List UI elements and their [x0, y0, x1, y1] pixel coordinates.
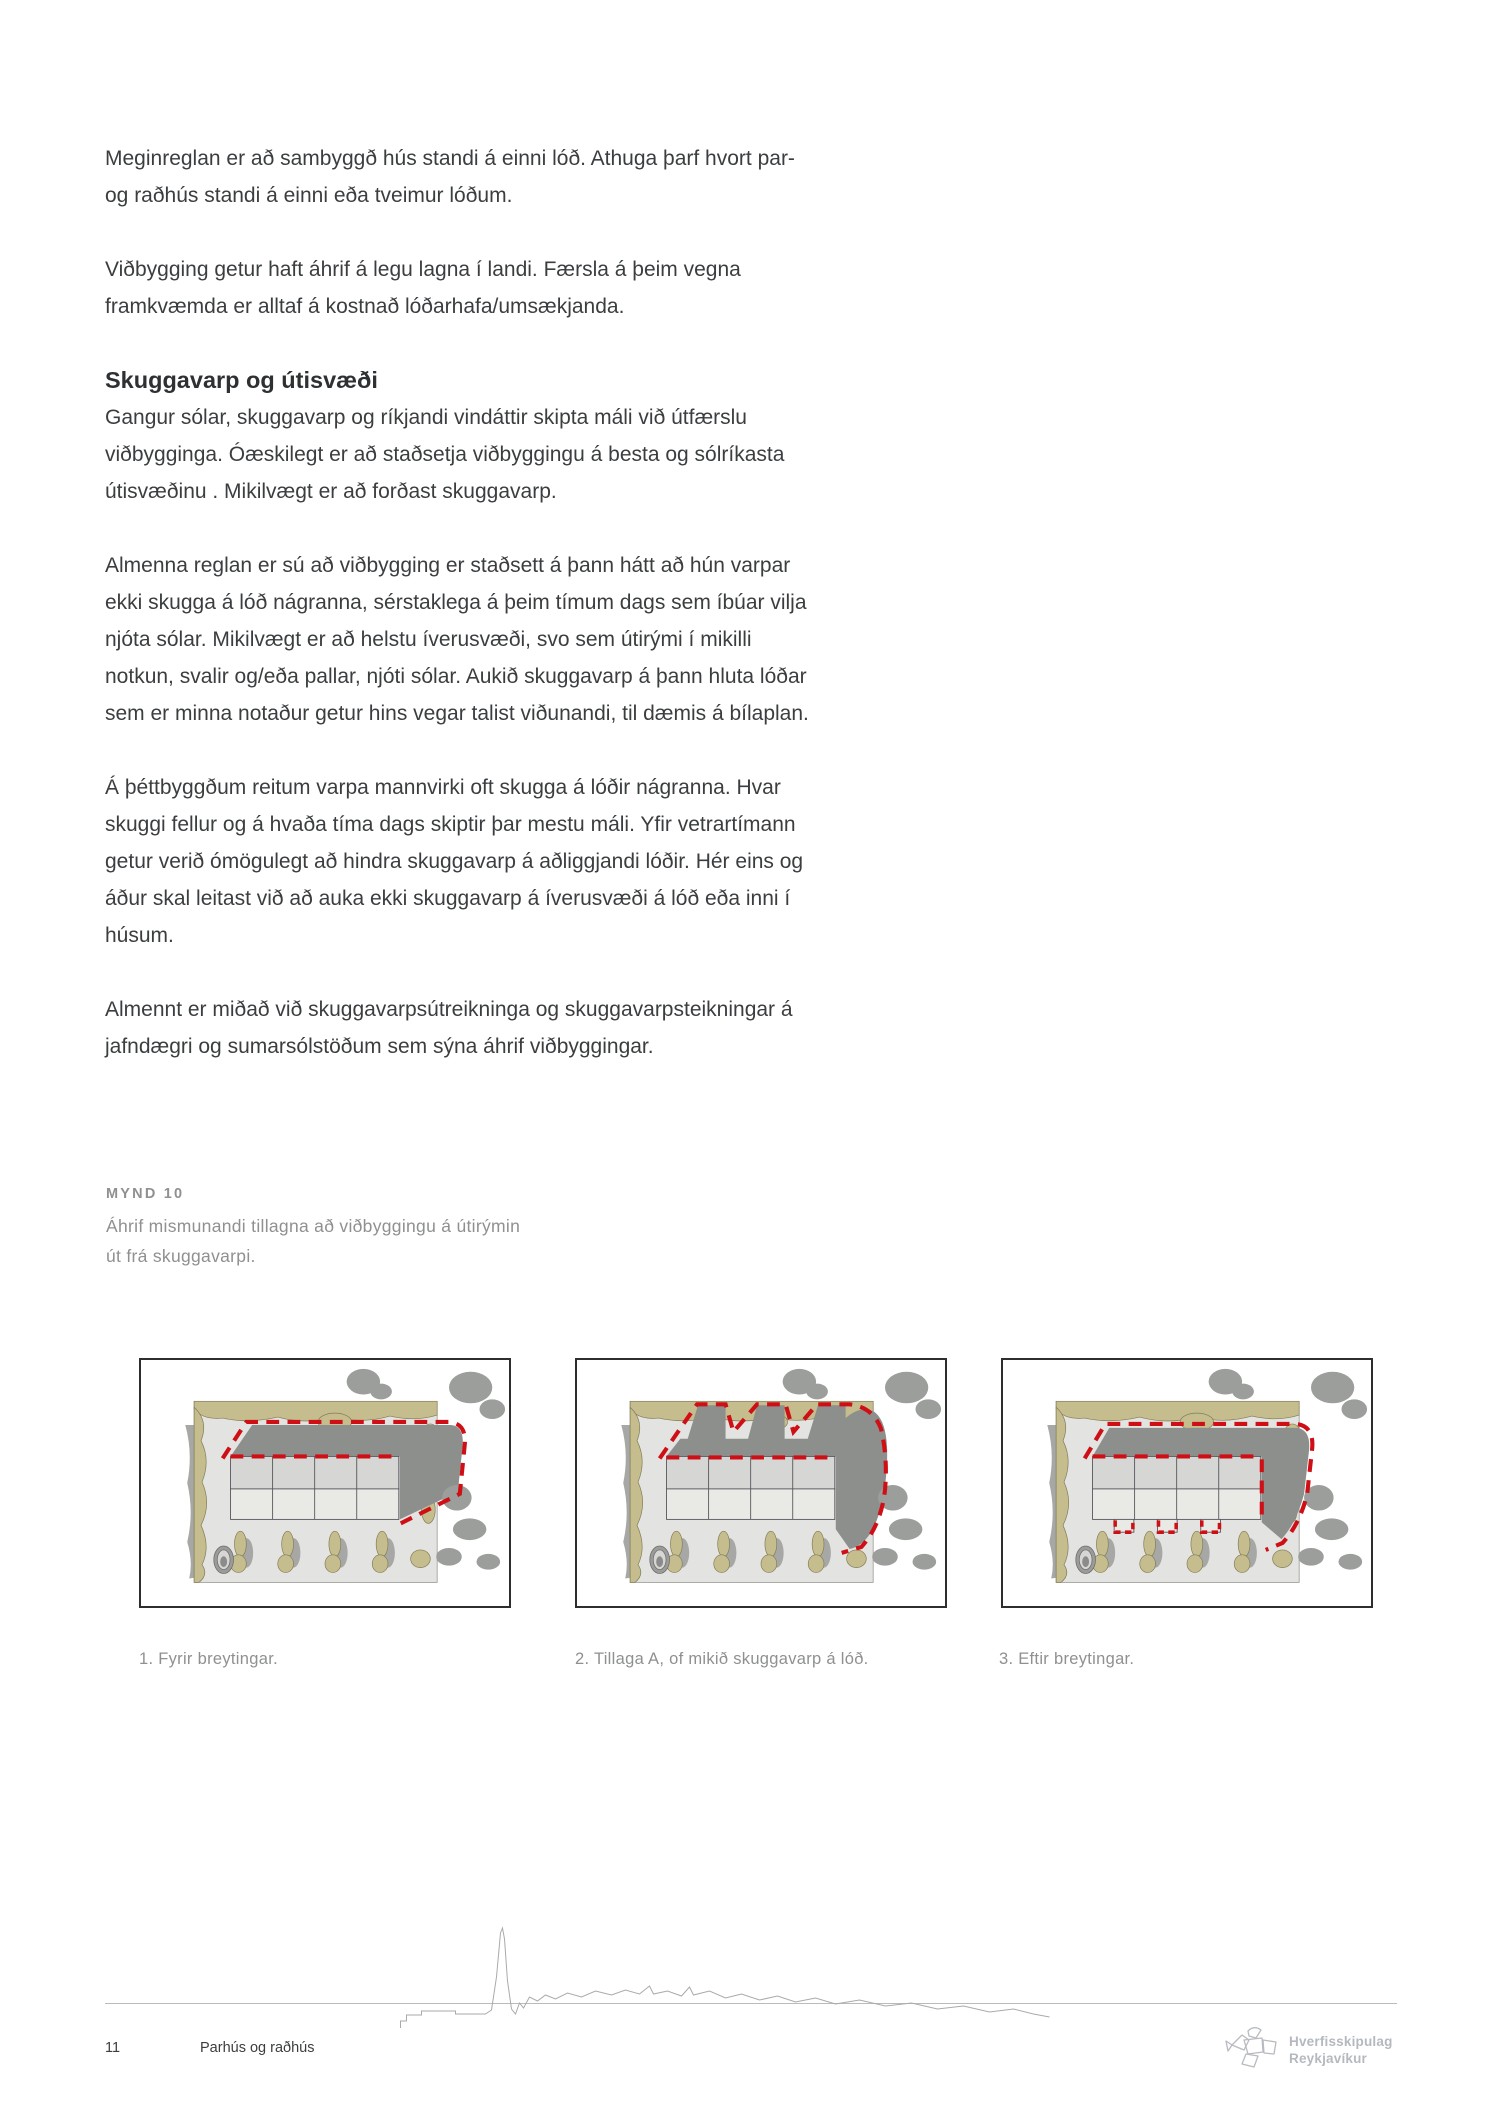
skyline-illustration	[395, 1925, 1060, 2040]
panel-caption-1: 1. Fyrir breytingar.	[139, 1650, 278, 1668]
panel-caption-2: 2. Tillaga A, of mikið skuggavarp á lóð.	[575, 1650, 869, 1668]
figure-meta	[106, 1186, 536, 1271]
site-plan-proposal-a-diagram	[577, 1360, 945, 1606]
hverfisskipulag-logo-icon	[1218, 2022, 1282, 2072]
site-plan-before-diagram	[141, 1360, 509, 1606]
body-text	[105, 140, 811, 1102]
logo-line-1: Hverfisskipulag	[1289, 2034, 1393, 2049]
section-heading: Skuggavarp og útisvæði	[105, 367, 378, 393]
logo-text	[1289, 2034, 1393, 2067]
footer-section-title: Parhús og raðhús	[200, 2040, 315, 2056]
paragraph-intro-2: Viðbygging getur haft áhrif á legu lagna í landi. Færsla á þeim vegna framkvæmda er alltaf á kostnað lóðarhafa/umsækjanda.	[105, 258, 741, 318]
panel-caption-3: 3. Eftir breytingar.	[999, 1650, 1135, 1668]
page-number: 11	[105, 2040, 121, 2056]
figure-label: MYND 10	[106, 1186, 185, 1202]
paragraph-intro-1: Meginreglan er að sambyggð hús standi á einni lóð. Athuga þarf hvort par- og raðhús standi á einni eða tveimur lóðum.	[105, 147, 795, 207]
figure-panel-1	[139, 1358, 511, 1608]
paragraph-section-1: Gangur sólar, skuggavarp og ríkjandi vindáttir skipta máli við útfærslu viðbygginga. Óæskilegt er að staðsetja viðbyggingu á besta og sólríkasta útisvæðinu . Mikilvægt er að forðast skuggavarp.	[105, 406, 785, 503]
logo-line-2: Reykjavíkur	[1289, 2050, 1367, 2066]
paragraph-section-2: Almenna reglan er sú að viðbygging er staðsett á þann hátt að hún varpar ekki skugga á lóð nágranna, sérstaklega á þeim tímum dags sem íbúar vilja njóta sólar. Mikilvægt er að helstu íverusvæði, svo sem útirými í mikilli notkun, svalir og/eða pallar, njóti sólar. Aukið skuggavarp á þann hluta lóðar sem er minna notaður getur hins vegar talist viðunandi, til dæmis á bílaplan.	[105, 554, 809, 725]
figure-panel-3	[1001, 1358, 1373, 1608]
paragraph-section-3: Á þéttbyggðum reitum varpa mannvirki oft skugga á lóðir nágranna. Hvar skuggi fellur og á hvaða tíma dags skiptir þar mestu máli. Yfir vetrartímann getur verið ómögulegt að hindra skuggavarp á aðliggjandi lóðir. Hér eins og áður skal leitast við að auka ekki skuggavarp á íverusvæði á lóð eða inni í húsum.	[105, 776, 804, 947]
logo	[1218, 2022, 1393, 2072]
site-plan-after-diagram	[1003, 1360, 1371, 1606]
figure-panel-2	[575, 1358, 947, 1608]
paragraph-section-4: Almennt er miðað við skuggavarpsútreikninga og skuggavarpsteikningar á jafndægri og sumarsólstöðum sem sýna áhrif viðbyggingar.	[105, 998, 793, 1058]
figure-description: Áhrif mismunandi tillagna að viðbyggingu á útirýmin út frá skuggavarpi.	[106, 1216, 521, 1266]
